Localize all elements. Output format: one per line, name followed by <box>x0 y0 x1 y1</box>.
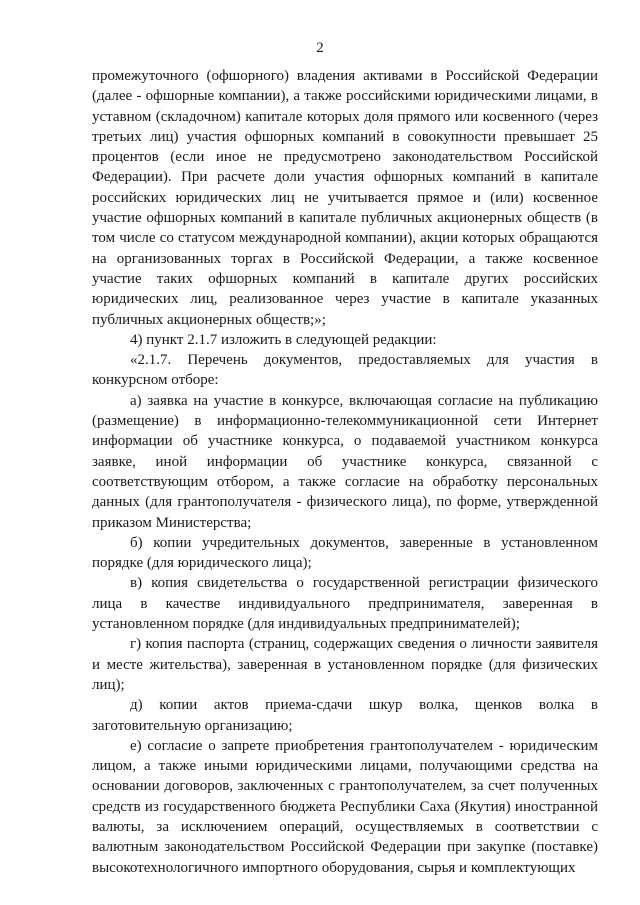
paragraph-subitem-g: г) копия паспорта (страниц, содержащих сведения о личности заявителя и месте жительства), заверенная в установленном порядке (для физических лиц); <box>92 636 598 693</box>
document-body <box>92 66 598 878</box>
paragraph-offshore-definition: промежуточного (офшорного) владения активами в Российской Федерации (далее - офшорные компании), а также российскими юридическими лицами, в уставном (складочном) капитале которых доля прямого или косвенного (через третьих лиц) участия офшорных компаний в совокупности превышает 25 процентов (если иное не предусмотрено законодательством Российской Федерации). При расчете доли участия офшорных компаний в капитале российских юридических лиц не учитывается прямое и (или) косвенное участие офшорных компаний в капитале публичных акционерных обществ (в том числе со статусом международной компании), акции которых обращаются на организованных торгах в Российской Федерации, а также косвенное участие таких офшорных компаний в капитале других российских юридических лиц, реализованное через участие в капитале указанных публичных акционерных обществ;»; <box>92 68 598 328</box>
paragraph-subitem-d: д) копии актов приема-сдачи шкур волка, щенков волка в заготовительную организацию; <box>92 697 598 734</box>
page-number: 2 <box>316 40 324 56</box>
paragraph-clause-2-1-7: «2.1.7. Перечень документов, предоставляемых для участия в конкурсном отборе: <box>92 352 598 389</box>
paragraph-subitem-e: е) согласие о запрете приобретения грантополучателем - юридическим лицом, а также иными юридическими лицами, получающими средства на основании договоров, заключенных с грантополучателем, за счет полученных средств из государственного бюджета Республики Саха (Якутия) иностранной валюты, за исключением операций, осуществляемых в соответствии с валютным законодательством Российской Федерации при закупке (поставке) высокотехнологичного импортного оборудования, сырья и комплектующих <box>92 737 598 876</box>
paragraph-subitem-b: б) копии учредительных документов, заверенные в установленном порядке (для юридического лица); <box>92 534 598 572</box>
paragraph-subitem-a: а) заявка на участие в конкурсе, включающая согласие на публикацию (размещение) в информационно-телекоммуникационной сети Интернет информации об участнике конкурса, о подаваемой участником конкурса заявке, иной информации об участнике конкурса, связанной с соответствующим отбором, а также согласие на обработку персональных данных (для грантополучателя - физического лица), по форме, утвержденной приказом Министерства; <box>92 392 598 531</box>
paragraph-item-4: 4) пункт 2.1.7 изложить в следующей редакции: <box>130 331 437 348</box>
paragraph-subitem-v: в) копия свидетельства о государственной регистрации физического лица в качестве индивидуального предпринимателя, заверенная в установленном порядке (для индивидуальных предпринимателей); <box>92 575 598 633</box>
